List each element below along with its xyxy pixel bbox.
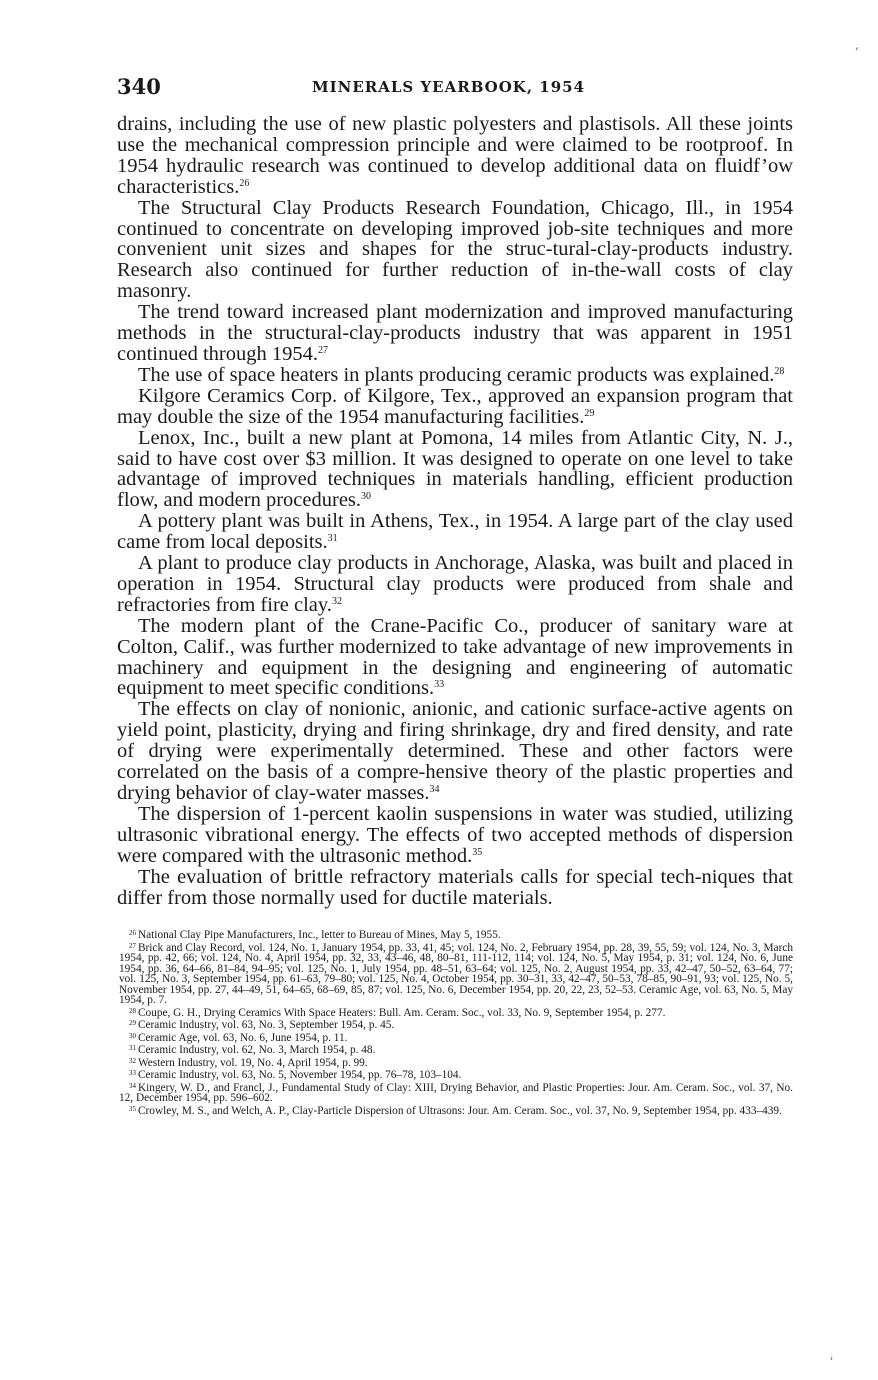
footnote-number: 26 (129, 929, 136, 938)
footnote (119, 1104, 793, 1117)
footnote-text: Ceramic Industry, vol. 63, No. 3, September 1954, p. 45. (138, 1019, 395, 1032)
footnote-number: 29 (129, 1019, 136, 1028)
paragraph (117, 511, 793, 553)
footnote-number: 31 (129, 1044, 136, 1053)
footnote-reference[interactable]: 32 (331, 595, 342, 607)
paragraph-text: The Structural Clay Products Research Foundation, Chicago, Ill., in 1954 continued to concentrate on developing improved job-site techniques and more convenient unit sizes and shapes for the struc-tural-clay-products industry. Research also continued for further reduction of in-the-wall costs of clay masonry. (117, 196, 793, 303)
paragraph-text: The effects on clay of nonionic, anionic, and cationic surface-active agents on yield point, plasticity, drying and firing shrinkage, dry and fired density, and rate of drying were experimentally determined. These and other factors were correlated on the basis of a compre-hensive theory of the plastic properties and drying behavior of clay-water masses. (117, 698, 793, 804)
footnote (119, 928, 793, 941)
scan-mark-top: ‚ (855, 38, 859, 52)
scan-mark-bottom: ʿ (830, 1355, 834, 1369)
paragraph-text: The trend toward increased plant modernization and improved manufacturing methods in the structural-clay-products industry that was apparent in 1951 continued through 1954. (117, 301, 793, 365)
paragraph (117, 699, 793, 804)
paragraph (117, 386, 793, 428)
paragraph (117, 867, 793, 909)
footnote-reference[interactable]: 34 (429, 784, 440, 795)
footnote (119, 1018, 793, 1031)
footnote-number: 32 (129, 1056, 136, 1065)
footnote-reference[interactable]: 29 (584, 407, 595, 419)
footnote-text: National Clay Pipe Manufacturers, Inc., letter to Bureau of Mines, May 5, 1955. (138, 929, 501, 942)
footnote-reference[interactable]: 28 (774, 365, 785, 377)
paragraph (117, 428, 793, 512)
footnote-reference[interactable]: 30 (361, 491, 372, 503)
footnote (119, 1056, 793, 1069)
paragraph-text: The evaluation of brittle refractory materials calls for special tech-niques that differ from those normally used for ductile materials. (117, 865, 793, 909)
footnote (119, 1081, 793, 1104)
paragraph-text: A pottery plant was built in Athens, Tex., in 1954. A large part of the clay used came from local deposits. (117, 510, 793, 554)
paragraph (117, 302, 793, 365)
footnote-reference[interactable]: 26 (239, 177, 250, 189)
footnote-number: 33 (129, 1069, 136, 1078)
paragraph-text: The modern plant of the Crane-Pacific Co., producer of sanitary ware at Colton, Calif., was further modernized to take advantage of new improvements in machinery and equipment in the designing and engineering of automatic equipment to meet specific conditions. (117, 614, 793, 700)
footnote-text: Ceramic Age, vol. 63, No. 6, June 1954, p. 11. (138, 1031, 348, 1044)
page-number: 340 (117, 74, 161, 99)
footnote-text: Crowley, M. S., and Welch, A. P., Clay-Particle Dispersion of Ultrasons: Jour. Am. Ceram. Soc., vol. 37, No. 9, September 1954, pp. 433–439. (138, 1104, 782, 1117)
paragraph-text: Lenox, Inc., built a new plant at Pomona, 14 miles from Atlantic City, N. J., said to have cost over $3 million. It was designed to operate on one level to take advantage of improved techniques in materials handling, efficient production flow, and modern procedures. (117, 426, 793, 512)
running-title: MINERALS YEARBOOK, 1954 (312, 78, 586, 96)
body-text (117, 114, 793, 908)
footnote (119, 1006, 793, 1019)
paragraph-text: drains, including the use of new plastic polyesters and plastisols. All these joints use the mechanical compression principle and were claimed to be rootproof. In 1954 hydraulic research was continued to develop additional data on fluidf’ow characteristics. (117, 113, 793, 198)
footnote-number: 35 (129, 1104, 136, 1113)
document-page (117, 74, 793, 1116)
footnote-text: Ceramic Industry, vol. 63, No. 5, November 1954, pp. 76–78, 103–104. (138, 1069, 462, 1082)
paragraph (117, 198, 793, 303)
footnote-text: Kingery, W. D., and Francl, J., Fundamental Study of Clay: XIII, Drying Behavior, and Plastic Properties: Jour. Am. Ceram. Soc., vol. 37, No. 12, December 1954, pp. 596–602. (119, 1081, 793, 1105)
paragraph (117, 616, 793, 700)
footnote (119, 1043, 793, 1056)
footnote-number: 30 (129, 1031, 136, 1040)
paragraph (117, 553, 793, 616)
footnote (119, 1068, 793, 1081)
footnote-reference[interactable]: 33 (434, 679, 445, 691)
footnote-text: Coupe, G. H., Drying Ceramics With Space Heaters: Bull. Am. Ceram. Soc., vol. 33, No. 9, September 1954, p. 277. (138, 1006, 666, 1019)
paragraph-text: The dispersion of 1-percent kaolin suspensions in water was studied, utilizing ultrasonic vibrational energy. The effects of two accepted methods of dispersion were compared with the ultrasonic method. (117, 802, 793, 867)
footnote (119, 1031, 793, 1044)
running-head (117, 74, 793, 104)
footnote-text: Ceramic Industry, vol. 62, No. 3, March 1954, p. 48. (138, 1044, 376, 1057)
footnote-reference[interactable]: 27 (318, 344, 328, 356)
footnote-text: Western Industry, vol. 19, No. 4, April 1954, p. 99. (138, 1056, 368, 1069)
footnote-number: 27 (129, 941, 136, 950)
footnote (119, 941, 793, 1006)
paragraph (117, 114, 793, 198)
paragraph-text: Kilgore Ceramics Corp. of Kilgore, Tex., approved an expansion program that may double the size of the 1954 manufacturing facilities. (117, 384, 793, 428)
footnote-number: 34 (129, 1081, 136, 1090)
paragraph-text: A plant to produce clay products in Anchorage, Alaska, was built and placed in operation in 1954. Structural clay products were produced from shale and refractories from fire clay. (117, 552, 793, 616)
footnotes (119, 928, 793, 1116)
paragraph (117, 804, 793, 867)
footnote-text: Brick and Clay Record, vol. 124, No. 1, January 1954, pp. 33, 41, 45; vol. 124, No. 2, February 1954, pp. 28, 39, 55, 59; vol. 124, No. 3, March 1954, pp. 42, 66; vol. 124, No. 4, April 1954, pp. 32, 33, 43–46, 48, 80–81, 111-112, 114; vol. 124, No. 5, May 1954, p. 31; vol. 124, No. 6, June 1954, pp. 36, 64–66, 81–84, 94–95; vol. 125, No. 1, July 1954, pp. 48–51, 63–64; vol. 125, No. 2, August 1954, pp. 33, 42–47, 50–52, 63–64, 77; vol. 125, No. 3, September 1954, pp. 61–63, 79–80; vol. 125, No. 4, October 1954, pp. 30–31, 33, 42–47, 50–53, 78–85, 90–91, 93; vol. 125, No. 5, November 1954, pp. 27, 44–49, 51, 64–65, 68–69, 85, 87; vol. 125, No. 6, December 1954, pp. 20, 22, 23, 52–53. Ceramic Age, vol. 63, No. 5, May 1954, p. 7. (119, 941, 793, 1007)
paragraph (117, 365, 793, 386)
footnote-reference[interactable]: 31 (327, 533, 338, 545)
paragraph-text: The use of space heaters in plants producing ceramic products was explained. (138, 363, 775, 386)
footnote-reference[interactable]: 35 (472, 846, 483, 858)
footnote-number: 28 (129, 1006, 136, 1015)
